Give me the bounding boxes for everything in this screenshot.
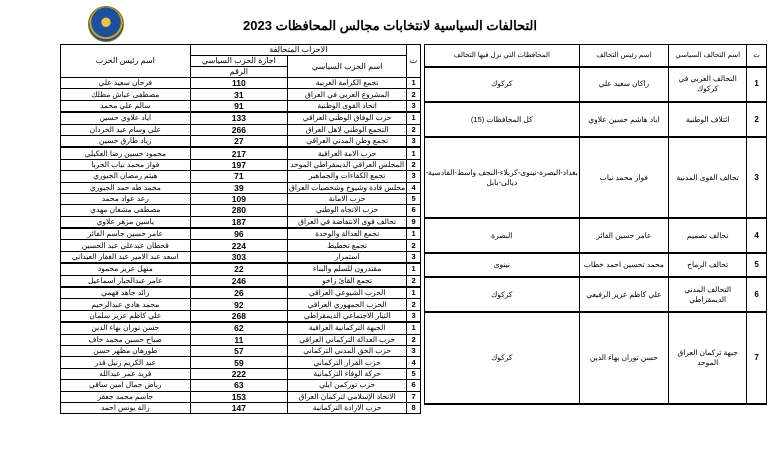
alliance-leader-cell: علي كاظم عزيز الرفيعي — [579, 277, 669, 312]
party-leader-cell: حسن توران بهاء الدين — [61, 322, 191, 334]
alliance-leader-cell: راكان سعيد علي — [579, 67, 669, 102]
table-row — [61, 345, 421, 356]
alliance-header-seq: ت — [747, 45, 767, 67]
party-leader-cell: علي كاظم عزيز سلمان — [61, 310, 191, 322]
party-name-cell: حزب الامانة — [288, 193, 407, 204]
party-name-cell: تحالف قوى الانتفاضة في العراق — [288, 216, 407, 228]
table-row — [61, 402, 421, 413]
party-leader-cell: مصطفى عياش مطلك — [61, 89, 191, 100]
alliance-seq-cell: 5 — [747, 253, 767, 277]
table-row — [61, 171, 421, 182]
alliance-provinces-cell: البصرة — [425, 218, 580, 253]
table-row — [61, 275, 421, 287]
party-license-cell: 217 — [190, 147, 288, 159]
parties-table — [60, 44, 421, 414]
party-leader-cell: رياض جمال امين ساقي — [61, 380, 191, 391]
party-leader-cell: فريد عمر عبدالله — [61, 368, 191, 379]
party-seq-cell: 1 — [407, 78, 421, 89]
alliance-name-cell: تحالف القوى المدنية — [669, 137, 747, 218]
party-leader-cell: عامر عبدالجبار اسماعيل — [61, 275, 191, 287]
alliance-provinces-cell: كركوك — [425, 277, 580, 312]
table-row — [61, 205, 421, 216]
party-license-cell: 303 — [190, 251, 288, 263]
party-seq-cell: 8 — [407, 402, 421, 413]
table-row — [61, 159, 421, 170]
table-row — [425, 277, 767, 312]
party-leader-cell: منهل عزيز محمود — [61, 263, 191, 275]
alliance-name-cell: ائتلاف الوطنية — [669, 102, 747, 137]
party-name-cell: تجمع تخطيط — [288, 240, 407, 251]
party-name-cell: تجمع وطن المدني العراقي — [288, 135, 407, 147]
party-name-cell: الحزب الجمهوري العراقي — [288, 299, 407, 310]
party-license-cell: 153 — [190, 391, 288, 402]
party-name-cell: تجمع الكفاءات والجماهير — [288, 171, 407, 182]
party-license-cell: 109 — [190, 193, 288, 204]
party-leader-cell: زالة يونس احمد — [61, 402, 191, 413]
alliance-provinces-cell: كركوك — [425, 312, 580, 404]
party-license-cell: 197 — [190, 159, 288, 170]
alliance-seq-cell: 2 — [747, 102, 767, 137]
alliance-leader-cell: عامر حسين الفائز — [579, 218, 669, 253]
party-name-cell: التيار الاجتماعي الديمقراطي — [288, 310, 407, 322]
party-name-cell: حزب القرار التركماني — [288, 357, 407, 368]
party-license-cell: 222 — [190, 368, 288, 379]
header-license — [190, 56, 288, 78]
party-leader-cell: هيثم رمضان الجبوري — [61, 171, 191, 182]
alliance-header-provinces: المحافظات التي نزل فيها التحالف — [425, 45, 580, 67]
table-row — [61, 124, 421, 135]
party-name-cell: المجلس العراقي الديمقراطي الموحد — [288, 159, 407, 170]
party-leader-cell: سالم علي محمد — [61, 100, 191, 112]
table-row — [61, 299, 421, 310]
party-license-cell: 187 — [190, 216, 288, 228]
table-row — [61, 334, 421, 345]
party-seq-cell: 1 — [407, 228, 421, 240]
alliance-seq-cell: 7 — [747, 312, 767, 404]
alliance-leader-cell: اياد هاشم حسين علاوي — [579, 102, 669, 137]
party-name-cell: حزب توركمن ايلي — [288, 380, 407, 391]
table-row — [61, 112, 421, 124]
party-license-cell: 39 — [190, 182, 288, 193]
table-row — [61, 368, 421, 379]
party-leader-cell: اياد علاوي حسين — [61, 112, 191, 124]
party-seq-cell: 3 — [407, 135, 421, 147]
party-name-cell: حركة الوفاء التركمانية — [288, 368, 407, 379]
party-seq-cell: 4 — [407, 182, 421, 193]
table-row — [61, 287, 421, 299]
party-leader-cell: محمد طه حمد الجبوري — [61, 182, 191, 193]
party-name-cell: حزب الامة العراقية — [288, 147, 407, 159]
table-row — [61, 251, 421, 263]
alliance-provinces-cell: نينوى — [425, 253, 580, 277]
party-seq-cell: 9 — [407, 216, 421, 228]
party-leader-cell: فرحان سعيد علي — [61, 78, 191, 89]
party-seq-cell: 1 — [407, 147, 421, 159]
party-seq-cell: 7 — [407, 391, 421, 402]
party-license-cell: 59 — [190, 357, 288, 368]
table-row — [61, 380, 421, 391]
party-seq-cell: 2 — [407, 89, 421, 100]
party-seq-cell: 1 — [407, 112, 421, 124]
party-name-cell: حزب الاتجاه الوطني — [288, 205, 407, 216]
party-leader-cell: جاسم محمد جعفر — [61, 391, 191, 402]
party-seq-cell: 2 — [407, 275, 421, 287]
party-name-cell: استمرار — [288, 251, 407, 263]
table-row — [61, 240, 421, 251]
alliance-seq-cell: 4 — [747, 218, 767, 253]
party-leader-cell: طورهان مظهر حسن — [61, 345, 191, 356]
alliance-seq-cell: 6 — [747, 277, 767, 312]
party-name-cell: اتحاد القوى الوطنية — [288, 100, 407, 112]
party-license-cell: 268 — [190, 310, 288, 322]
party-name-cell: الاتحاد الإسلامي لتركمان العراق — [288, 391, 407, 402]
party-seq-cell: 5 — [407, 368, 421, 379]
party-name-cell: الحزب الشيوعي العراقي — [288, 287, 407, 299]
party-seq-cell: 3 — [407, 251, 421, 263]
party-license-cell: 246 — [190, 275, 288, 287]
party-leader-cell: رائد جاهد فهمي — [61, 287, 191, 299]
party-name-cell: تجمع القائ زاخو — [288, 275, 407, 287]
party-license-cell: 11 — [190, 334, 288, 345]
header-seq: ت — [407, 45, 421, 78]
party-name-cell: تجمع الكرامة العربية — [288, 78, 407, 89]
party-license-cell: 110 — [190, 78, 288, 89]
table-row — [61, 100, 421, 112]
alliances-table — [424, 44, 767, 405]
table-row — [425, 312, 767, 404]
party-license-cell: 22 — [190, 263, 288, 275]
table-row — [425, 102, 767, 137]
party-license-cell: 26 — [190, 287, 288, 299]
party-seq-cell: 2 — [407, 240, 421, 251]
party-seq-cell: 3 — [407, 171, 421, 182]
table-row — [425, 67, 767, 102]
table-row — [61, 322, 421, 334]
alliance-name-cell: التحالف المدني الديمقراطي — [669, 277, 747, 312]
alliance-name-cell: جبهة تركمان العراق الموحد — [669, 312, 747, 404]
party-leader-cell: عبد الكريم زنيل قدر — [61, 357, 191, 368]
party-license-cell: 71 — [190, 171, 288, 182]
table-row — [61, 391, 421, 402]
party-leader-cell: عامر حسين جاسم الفائز — [61, 228, 191, 240]
party-seq-cell: 2 — [407, 334, 421, 345]
header-party-name: اسم الحزب السياسي — [288, 56, 407, 78]
table-row — [425, 218, 767, 253]
table-row — [61, 216, 421, 228]
table-row — [61, 135, 421, 147]
party-license-cell: 96 — [190, 228, 288, 240]
party-license-cell: 92 — [190, 299, 288, 310]
party-license-cell: 133 — [190, 112, 288, 124]
party-leader-cell: قحطان عبدعلي عبد الحسين — [61, 240, 191, 251]
party-license-cell: 224 — [190, 240, 288, 251]
table-row — [61, 263, 421, 275]
party-seq-cell: 1 — [407, 322, 421, 334]
party-license-cell: 62 — [190, 322, 288, 334]
alliance-seq-cell: 3 — [747, 137, 767, 218]
party-license-cell: 27 — [190, 135, 288, 147]
party-name-cell: التجمع الوطني لاهل العراق — [288, 124, 407, 135]
party-license-cell: 147 — [190, 402, 288, 413]
party-leader-cell: اسعد عبد الامير عبد الغفار العيداني — [61, 251, 191, 263]
party-leader-cell: مصطفى مشعان مهدي — [61, 205, 191, 216]
party-license-cell: 57 — [190, 345, 288, 356]
party-license-cell: 63 — [190, 380, 288, 391]
page-title: التحالفات السياسية لانتخابات مجالس المحافظات 2023 — [243, 18, 537, 33]
party-seq-cell: 3 — [407, 345, 421, 356]
table-row — [425, 137, 767, 218]
party-name-cell: تجمع العدالة والوحدة — [288, 228, 407, 240]
party-leader-cell: رعد عواد محمد — [61, 193, 191, 204]
party-seq-cell: 6 — [407, 205, 421, 216]
header-license-title: اجازة الحزب السياسي — [191, 56, 288, 67]
party-seq-cell: 4 — [407, 357, 421, 368]
party-leader-cell: ياسين مزهر علاوي — [61, 216, 191, 228]
party-seq-cell: 6 — [407, 380, 421, 391]
party-seq-cell: 3 — [407, 310, 421, 322]
party-name-cell: مجلس قادة وشيوخ وشخصيات العراق — [289, 182, 406, 192]
alliance-leader-cell: فواز محمد نياب — [579, 137, 669, 218]
party-name-cell: حزب الوفاق الوطني العراقي — [288, 112, 407, 124]
alliance-provinces-cell: كل المحافظات (15) — [425, 102, 580, 137]
party-leader-cell: زياد طارق حسين — [61, 135, 191, 147]
party-seq-cell: 2 — [407, 299, 421, 310]
header-allied-parties: الاحزاب المتحالفة — [190, 45, 407, 56]
party-license-cell: 280 — [190, 205, 288, 216]
party-name-cell: حزب الحق المدني التركماني — [288, 345, 407, 356]
party-license-cell: 91 — [190, 100, 288, 112]
alliance-provinces-cell: بغداد-البصرة-نينوى-كربلاء-النجف واسط-القادسية-ديالى-بابل — [425, 137, 580, 218]
table-row — [61, 310, 421, 322]
alliance-header-leader: اسم رئيس التحالف — [579, 45, 669, 67]
party-leader-cell: محمود حسين رضا العكيلي — [61, 147, 191, 159]
alliance-name-cell: تحالف الرماح — [669, 253, 747, 277]
alliance-seq-cell: 1 — [747, 67, 767, 102]
party-name-cell: الجبهة التركمانية العراقية — [288, 322, 407, 334]
party-leader-cell: علي وسام عبد الحردان — [61, 124, 191, 135]
party-seq-cell: 2 — [407, 124, 421, 135]
alliance-name-cell: التحالف العربي في كركوك — [669, 67, 747, 102]
table-row — [61, 78, 421, 89]
table-row — [61, 89, 421, 100]
party-seq-cell: 1 — [407, 287, 421, 299]
party-seq-cell: 5 — [407, 193, 421, 204]
table-row — [61, 193, 421, 204]
table-row — [61, 182, 421, 193]
table-row — [61, 228, 421, 240]
table-row — [61, 147, 421, 159]
party-seq-cell: 1 — [407, 263, 421, 275]
alliance-header-name: اسم التحالف السياسي — [669, 45, 747, 67]
alliance-leader-cell: حسن توران بهاء الدين — [579, 312, 669, 404]
header-leader: اسم رئيس الحزب — [61, 45, 191, 78]
alliance-provinces-cell: كركوك — [425, 67, 580, 102]
table-row — [61, 357, 421, 368]
party-name-cell: مقتدرون للسلم والبناء — [288, 263, 407, 275]
party-leader-cell: صباح حسين محمد خاف — [61, 334, 191, 345]
party-license-cell: 266 — [190, 124, 288, 135]
alliance-name-cell: تحالف تصميم — [669, 218, 747, 253]
party-seq-cell: 3 — [407, 100, 421, 112]
alliance-leader-cell: محمد تحسين احمد خطاب — [579, 253, 669, 277]
header-license-number: الرقم — [229, 67, 248, 76]
party-name-cell: حزب الارادة التركمانية — [288, 402, 407, 413]
party-seq-cell: 2 — [407, 159, 421, 170]
party-leader-cell: فواز محمد نياب الجربا — [61, 159, 191, 170]
party-leader-cell: محمد هادي عبدالرحيم — [61, 299, 191, 310]
party-license-cell: 31 — [190, 89, 288, 100]
party-name-cell: المشروع العربي في العراق — [288, 89, 407, 100]
table-row — [425, 253, 767, 277]
party-name-cell: حزب العدالة التركماني العراقي — [288, 334, 407, 345]
